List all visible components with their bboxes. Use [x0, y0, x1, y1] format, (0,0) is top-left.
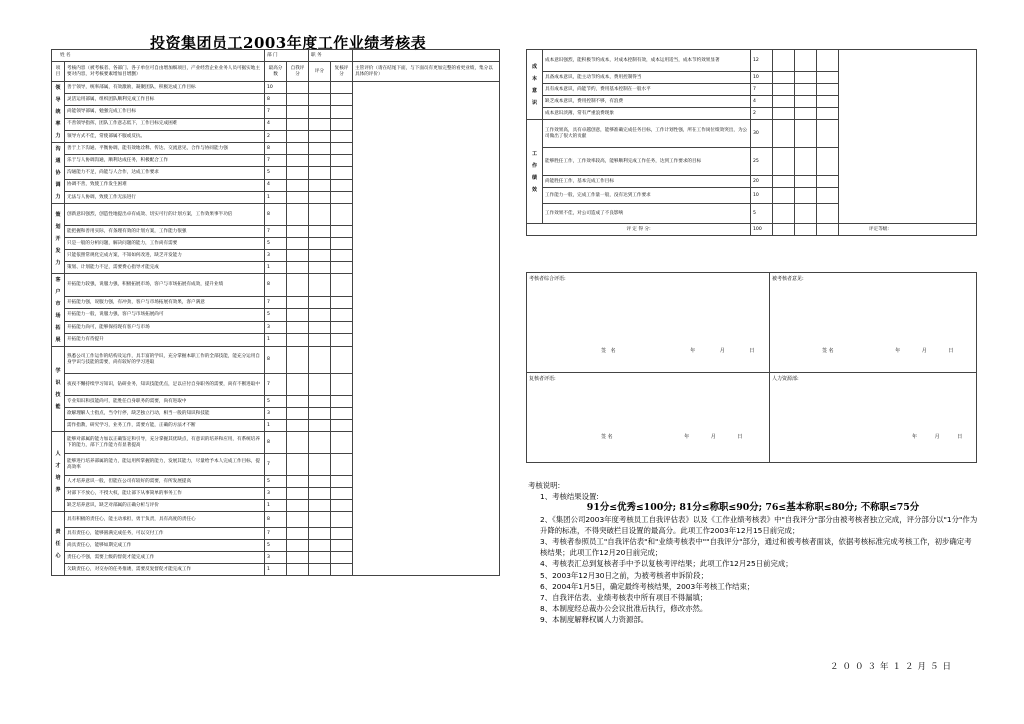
day-label: 日 — [749, 347, 755, 354]
score-input-cell[interactable] — [331, 204, 353, 226]
score-input-cell[interactable] — [309, 262, 331, 274]
score-input-cell[interactable] — [331, 528, 353, 540]
max-score: 8 — [265, 94, 287, 106]
max-score: 7 — [265, 454, 287, 476]
score-input-cell[interactable] — [309, 82, 331, 94]
criterion-text: 欠缺责任心，对交办的任务推诿，需要反复督促才能完成工作 — [65, 564, 265, 576]
score-input-cell[interactable] — [309, 191, 331, 203]
score-input-cell[interactable] — [287, 552, 309, 564]
max-score: 3 — [265, 488, 287, 500]
max-score: 7 — [265, 296, 287, 309]
criterion-text: 乐于与人协调沟通，顺利达成任务，积极配合工作 — [65, 155, 265, 167]
score-input-cell[interactable] — [331, 488, 353, 500]
score-input-cell[interactable] — [287, 432, 309, 454]
score-input-cell[interactable] — [287, 309, 309, 322]
score-input-cell[interactable] — [287, 179, 309, 191]
sections-section-label: 人 才 培 养 — [52, 432, 65, 512]
score-input-cell[interactable] — [331, 238, 353, 250]
score-input-cell[interactable] — [773, 204, 795, 224]
comment-cell[interactable] — [839, 50, 977, 224]
max-score: 5 — [265, 396, 287, 408]
month-label: 月 — [934, 433, 940, 440]
score-input-cell[interactable] — [309, 309, 331, 322]
criterion-text: 善于上下沟通、平衡协调，能有效地诠释、传达、交流意见，合作与协同能力强 — [65, 143, 265, 155]
note-item-2: 2、《集团公司2003年度考核员工自我评估表》以及《工作业绩考核表》中"自我评分"部分由被考核者独立完成，评分部分以"1分"作为升降的标准，不得突破栏目设置的最高分。此项工作2003年12月15日前完成； — [540, 514, 978, 535]
criterion-text: 尚能胜任工作，基本完成工作目标 — [543, 176, 751, 188]
post-label: 职 务 — [309, 50, 353, 62]
criterion-text: 工作效果高，具有卓越创意，能够准确完成任务目标，工作计划性强，所在工作岗位绩效突出，为公司做出了很大的贡献 — [543, 120, 751, 148]
score-input-cell[interactable] — [287, 540, 309, 552]
score-input-cell[interactable] — [331, 552, 353, 564]
max-score: 1 — [265, 262, 287, 274]
criterion-text: 灵活运用部属，组织团队顺利完成工作目标 — [65, 94, 265, 106]
table-row — [52, 82, 500, 94]
max-score: 3 — [265, 250, 287, 262]
score-input-cell[interactable] — [287, 238, 309, 250]
score-input-cell[interactable] — [795, 84, 817, 96]
criterion-text: 只是一般的分析问题，解决问题的能力，工作尚有需要 — [65, 238, 265, 250]
right_sections-section-label: 成 本 意 识 — [527, 50, 543, 120]
score-input-cell[interactable] — [331, 143, 353, 155]
score-input-cell[interactable] — [817, 50, 839, 72]
score-input-cell[interactable] — [287, 347, 309, 374]
score-input-cell[interactable] — [773, 96, 795, 108]
left-evaluation-table — [51, 49, 500, 576]
max-score: 7 — [265, 106, 287, 118]
score-input-cell[interactable] — [795, 96, 817, 108]
dept-opinion-label: 被考核者意见: — [772, 276, 804, 282]
score-input-cell[interactable] — [795, 108, 817, 120]
peer-label: 评分 — [309, 62, 331, 82]
score-input-cell[interactable] — [309, 408, 331, 420]
max-score: 4 — [751, 96, 773, 108]
max-score: 5 — [265, 309, 287, 322]
note-item-6: 6、2004年1月5日，确定最终考核结果，2003年考核工作结束； — [540, 581, 755, 591]
score-input-cell[interactable] — [287, 454, 309, 476]
score-input-cell[interactable] — [795, 148, 817, 176]
score-input-cell[interactable] — [331, 191, 353, 203]
max-score: 1 — [265, 420, 287, 432]
score-input-cell[interactable] — [331, 408, 353, 420]
max-score: 7 — [265, 226, 287, 238]
criterion-text: 策划、计划能力不足，需要费心指导才能完成 — [65, 262, 265, 274]
name-label: 姓 名 — [52, 50, 265, 62]
score-input-cell[interactable] — [287, 408, 309, 420]
criterion-text: 无法与人协调，致使工作无法进行 — [65, 191, 265, 203]
note-item-3: 3、考核者参照员工"自我评估表"和"业绩考核表中""自我评分"部分，通过和被考核者面谈，依据考核标准完成考核工作，初步确定考核结果；此项工作12月20日前完成； — [540, 537, 972, 558]
comment-cell[interactable] — [353, 82, 500, 576]
score-input-cell[interactable] — [309, 226, 331, 238]
max-label: 最高分数 — [265, 62, 287, 82]
day-label: 日 — [737, 433, 743, 440]
score-input-cell[interactable] — [331, 564, 353, 576]
day-label: 日 — [957, 433, 963, 440]
self-label: 自我评分 — [287, 62, 309, 82]
score-input-cell[interactable] — [287, 296, 309, 309]
year-label: 年 — [690, 347, 696, 354]
criterion-text: 能够胜任工作，工作效率较高，能够顺利完成工作任务，达到工作要求的目标 — [543, 148, 751, 176]
score-input-cell[interactable] — [309, 432, 331, 454]
score-input-cell[interactable] — [309, 274, 331, 297]
criterion-text: 具有成本意识，尚能节约，费用基本控制在一般水平 — [543, 84, 751, 96]
max-score: 1 — [265, 191, 287, 203]
score-input-cell[interactable] — [773, 108, 795, 120]
total-row — [527, 224, 977, 236]
score-input-cell[interactable] — [309, 512, 331, 528]
score-input-cell[interactable] — [773, 188, 795, 204]
score-input-cell[interactable] — [817, 72, 839, 84]
notes-section — [528, 480, 978, 626]
day-label: 日 — [948, 347, 954, 354]
criterion-text: 具备成本意识，能主动节约成本，费用控制得当 — [543, 72, 751, 84]
max-score: 5 — [265, 540, 287, 552]
document-date: ２００３年１２月５日 — [830, 662, 956, 672]
criterion-text: 不善领导指挥，团队工作意志低下，工作目标完成困难 — [65, 118, 265, 130]
score-input-cell[interactable] — [287, 321, 309, 334]
score-input-cell[interactable] — [309, 118, 331, 130]
reviewer-label: 考核者综合评语: — [529, 276, 566, 282]
criterion-text: 领导方式不佳，常使部属不服或反抗。 — [65, 130, 265, 142]
criterion-text: 缺乏成本意识，费用控制不够，有浪费 — [543, 96, 751, 108]
score-input-cell[interactable] — [817, 96, 839, 108]
sign-label: 签 名 — [601, 433, 613, 440]
sections-section-label: 沟 通 协 调 力 — [52, 143, 65, 204]
score-input-cell[interactable] — [331, 155, 353, 167]
score-input-cell[interactable] — [773, 84, 795, 96]
score-input-cell[interactable] — [287, 420, 309, 432]
sections-section-label: 客 户 市 场 拓 展 — [52, 274, 65, 347]
criterion-text: 能够进行培养部属的能力，能运用所掌握的能力，发展其能力，尽量给予本人完成工作目标，提高效率 — [65, 454, 265, 476]
score-input-cell[interactable] — [309, 155, 331, 167]
score-input-cell[interactable] — [309, 564, 331, 576]
review-label: 复核评分 — [331, 62, 353, 82]
criterion-text: 创新意识强烈，创造性地提出卓有成效、切实可行的计划方案，工作效果事半功倍 — [65, 204, 265, 226]
year-label: 年 — [912, 433, 918, 440]
criterion-text: 具有责任心，能够圆满完成任务，可以交付工作 — [65, 528, 265, 540]
score-input-cell[interactable] — [331, 118, 353, 130]
score-input-cell[interactable] — [309, 528, 331, 540]
score-input-cell[interactable] — [795, 120, 817, 148]
criterion-text: 具有积极的责任心，能主动承担，勇于负责，具有高度的责任心 — [65, 512, 265, 528]
criterion-text: 尚能领导部属，勉强完成工作目标 — [65, 106, 265, 118]
note-item-7: 7、自我评估表、业绩考核表中所有项目不得漏填； — [540, 593, 708, 603]
score-input-cell[interactable] — [287, 262, 309, 274]
score-input-cell[interactable] — [331, 420, 353, 432]
score-input-cell[interactable] — [287, 130, 309, 142]
score-input-cell[interactable] — [795, 50, 817, 72]
score-input-cell[interactable] — [331, 500, 353, 512]
score-input-cell[interactable] — [773, 120, 795, 148]
criterion-text: 沟通能力不足，尚能与人合作，达成工作要求 — [65, 167, 265, 179]
max-score: 4 — [265, 118, 287, 130]
criterion-text: 能够对部属的能力加以正确鉴定和引导，充分掌握其优缺点，有意识的培养和应用，有系统培养下的能力，部下工作能力有显著提高 — [65, 432, 265, 454]
criterion-text: 开拓能力尚可，能够保持现有客户与市场 — [65, 321, 265, 334]
score-input-cell[interactable] — [331, 334, 353, 347]
score-input-cell[interactable] — [287, 374, 309, 396]
max-score: 10 — [265, 82, 287, 94]
score-input-cell[interactable] — [331, 262, 353, 274]
score-input-cell[interactable] — [309, 296, 331, 309]
month-label: 月 — [710, 433, 716, 440]
score-input-cell[interactable] — [287, 191, 309, 203]
score-input-cell[interactable] — [309, 106, 331, 118]
score-input-cell[interactable] — [331, 512, 353, 528]
score-input-cell[interactable] — [331, 106, 353, 118]
sign-label: 签 名 — [601, 347, 616, 354]
year-label: 年 — [895, 347, 901, 354]
score-input-cell[interactable] — [287, 334, 309, 347]
score-input-cell[interactable] — [331, 476, 353, 488]
max-score: 7 — [265, 528, 287, 540]
score-input-cell[interactable] — [331, 250, 353, 262]
score-input-cell[interactable] — [331, 432, 353, 454]
header-name-row — [52, 50, 500, 62]
score-input-cell[interactable] — [331, 179, 353, 191]
criterion-text: 缺乏培养意识，缺乏对部属的正确分析与评价 — [65, 500, 265, 512]
score-input-cell[interactable] — [331, 274, 353, 297]
max-score: 10 — [751, 72, 773, 84]
criterion-text: 工作效果不佳，对公司造成了不良影响 — [543, 204, 751, 224]
max-score: 3 — [265, 321, 287, 334]
score-input-cell[interactable] — [817, 120, 839, 148]
score-input-cell[interactable] — [309, 347, 331, 374]
criterion-text: 成本意识强烈，能积极节约成本，对成本控制有效，成本运用适当，成本节约效果显著 — [543, 50, 751, 72]
score-input-cell[interactable] — [287, 167, 309, 179]
max-score: 2 — [265, 130, 287, 142]
max-score: 20 — [751, 176, 773, 188]
note-item-8: 8、本制度经总裁办公会议批准后执行，修改亦然。 — [540, 604, 708, 614]
criterion-text: 人才培养意识一般，但能在公司有较好的需要，有所发展提高 — [65, 476, 265, 488]
score-input-cell[interactable] — [331, 226, 353, 238]
score-input-cell[interactable] — [331, 347, 353, 374]
criterion-text: 开拓能力较强，说服力强，积极拓展市场，客户与市场拓展有成效，提升业绩 — [65, 274, 265, 297]
max-score: 8 — [265, 274, 287, 297]
score-input-cell[interactable] — [287, 274, 309, 297]
reviewer-box[interactable] — [527, 273, 770, 373]
max-score: 25 — [751, 148, 773, 176]
score-input-cell[interactable] — [331, 321, 353, 334]
score-input-cell[interactable] — [287, 476, 309, 488]
criterion-text: 能把握和善用实际，有条理有效的计划方案，工作能力很强 — [65, 226, 265, 238]
max-score: 8 — [265, 512, 287, 528]
dept-opinion-box[interactable] — [770, 273, 977, 373]
max-score: 2 — [751, 108, 773, 120]
criterion-text: 协调不善，致使工作发生困难 — [65, 179, 265, 191]
criterion-text: 开拓能力强，说服力强，有冲劲，客户与市场拓展有效果，客户满意 — [65, 296, 265, 309]
sections-section-label: 责 任 心 — [52, 512, 65, 576]
score-input-cell[interactable] — [287, 106, 309, 118]
criterion-text: 成本意识淡薄，常有严重浪费现象 — [543, 108, 751, 120]
criterion-text: 专业知识和技能尚可，能胜任自身职务的需要，尚有进取中 — [65, 396, 265, 408]
criterion-text: 熟悉公司工作运作的结构及运作，具丰富的学识，充分掌握本职工作的全部技能，能充分运用自身学识与技能的需要，尚有较好的学习进取 — [65, 347, 265, 374]
recheck-label: 复核者评语: — [529, 376, 556, 382]
dept-label: 部 门 — [265, 50, 309, 62]
criterion-text: 需作指教，研究学习，业务工作，需要方能，正确的方法才不断 — [65, 420, 265, 432]
max-score: 5 — [751, 204, 773, 224]
max-score: 7 — [265, 374, 287, 396]
signature-boxes — [526, 272, 977, 463]
score-input-cell[interactable] — [309, 476, 331, 488]
max-score: 10 — [751, 188, 773, 204]
score-input-cell[interactable] — [309, 204, 331, 226]
month-label: 月 — [719, 347, 725, 354]
score-input-cell[interactable] — [309, 552, 331, 564]
month-label: 月 — [921, 347, 927, 354]
score-input-cell[interactable] — [287, 488, 309, 500]
sections-section-label: 学 识 技 能 — [52, 347, 65, 432]
score-input-cell[interactable] — [331, 94, 353, 106]
score-input-cell[interactable] — [773, 72, 795, 84]
max-score: 1 — [265, 500, 287, 512]
max-score: 1 — [265, 564, 287, 576]
note-item-4: 4、考核表汇总到复核者手中予以复核考评结果；此项工作12月25日前完成； — [540, 559, 793, 569]
score-input-cell[interactable] — [773, 50, 795, 72]
criterion-text: 对部下不放心，不授大权，能让部下从事简单的事务工作 — [65, 488, 265, 500]
score-input-cell[interactable] — [287, 512, 309, 528]
score-input-cell[interactable] — [331, 130, 353, 142]
score-input-cell[interactable] — [287, 82, 309, 94]
score-input-cell[interactable] — [287, 250, 309, 262]
name-value-cell[interactable] — [353, 50, 500, 62]
criterion-text: 尚具责任心，能够如期完成工作 — [65, 540, 265, 552]
grade-thresholds: 91分≤优秀≤100分; 81分≤称职≤90分; 76≤基本称职≤80分; 不称职≤75分 — [586, 502, 920, 514]
score-input-cell[interactable] — [773, 148, 795, 176]
score-input-cell[interactable] — [309, 94, 331, 106]
total-peer-cell[interactable] — [795, 224, 817, 236]
max-score: 3 — [265, 552, 287, 564]
score-input-cell[interactable] — [331, 454, 353, 476]
criterion-text: 责任心不强，需要上级的督促才能完成工作 — [65, 552, 265, 564]
score-input-cell[interactable] — [287, 396, 309, 408]
max-score: 3 — [265, 408, 287, 420]
score-input-cell[interactable] — [287, 528, 309, 540]
score-input-cell[interactable] — [331, 167, 353, 179]
recheck-box[interactable] — [527, 373, 770, 463]
score-input-cell[interactable] — [309, 321, 331, 334]
total-review-cell[interactable] — [817, 224, 839, 236]
total-self-cell[interactable] — [773, 224, 795, 236]
criterion-text: 只能依照常规化完成方案，不知如何改进，缺乏开发能力 — [65, 250, 265, 262]
score-input-cell[interactable] — [287, 204, 309, 226]
score-input-cell[interactable] — [287, 500, 309, 512]
year-label: 年 — [684, 433, 690, 440]
max-score: 5 — [265, 476, 287, 488]
score-input-cell[interactable] — [309, 250, 331, 262]
table-row — [527, 50, 977, 72]
score-input-cell[interactable] — [817, 176, 839, 188]
sign-label: 签 名 — [822, 347, 834, 354]
score-input-cell[interactable] — [817, 108, 839, 120]
max-score: 30 — [751, 120, 773, 148]
score-input-cell[interactable] — [331, 296, 353, 309]
score-input-cell[interactable] — [817, 84, 839, 96]
criterion-text: 工作能力一般，完成工作量一般，没有达到工作要求 — [543, 188, 751, 204]
score-input-cell[interactable] — [331, 309, 353, 322]
header-columns-row — [52, 62, 500, 82]
max-score: 7 — [751, 84, 773, 96]
score-input-cell[interactable] — [309, 130, 331, 142]
score-input-cell[interactable] — [309, 167, 331, 179]
max-score: 12 — [751, 50, 773, 72]
criterion-text: 欲解理解人士指点，当令行停，缺乏独立行动，相当一般的知识和技能 — [65, 408, 265, 420]
score-input-cell[interactable] — [795, 188, 817, 204]
score-input-cell[interactable] — [817, 204, 839, 224]
criterion-text: 开拓能力一般，说服力强，客户与市场拓展尚可 — [65, 309, 265, 322]
right_sections-section-label: 工 作 绩 效 — [527, 120, 543, 224]
score-input-cell[interactable] — [331, 396, 353, 408]
score-input-cell[interactable] — [817, 148, 839, 176]
score-input-cell[interactable] — [795, 176, 817, 188]
sections-section-label: 策 划 开 发 力 — [52, 204, 65, 274]
hr-box[interactable] — [770, 373, 977, 463]
criterion-text: 开拓能力有待提升 — [65, 334, 265, 347]
score-input-cell[interactable] — [331, 540, 353, 552]
score-input-cell[interactable] — [309, 143, 331, 155]
max-score: 8 — [265, 204, 287, 226]
score-input-cell[interactable] — [795, 204, 817, 224]
score-input-cell[interactable] — [309, 500, 331, 512]
score-input-cell[interactable] — [309, 374, 331, 396]
comment-label: 主管评价（请在结尾下面，与下面员有更加完整的看更业绩，集分以具体的评价） — [353, 62, 500, 82]
score-input-cell[interactable] — [287, 94, 309, 106]
max-score: 8 — [265, 143, 287, 155]
score-input-cell[interactable] — [287, 155, 309, 167]
score-input-cell[interactable] — [309, 238, 331, 250]
score-input-cell[interactable] — [309, 454, 331, 476]
score-input-cell[interactable] — [309, 420, 331, 432]
score-input-cell[interactable] — [309, 396, 331, 408]
score-input-cell[interactable] — [331, 374, 353, 396]
notes-heading: 考核说明: — [528, 481, 561, 490]
score-input-cell[interactable] — [287, 143, 309, 155]
score-input-cell[interactable] — [773, 176, 795, 188]
score-input-cell[interactable] — [309, 540, 331, 552]
item-label: 项目 — [52, 62, 65, 82]
score-input-cell[interactable] — [331, 82, 353, 94]
criterion-text: 夜夜不懈持续学习知识，钻研业务，知识技能优点，足以应付自身职务的需要，尚有不断进取中 — [65, 374, 265, 396]
score-input-cell[interactable] — [287, 564, 309, 576]
right-evaluation-table — [526, 49, 977, 236]
max-score: 8 — [265, 347, 287, 374]
score-input-cell[interactable] — [795, 72, 817, 84]
max-score: 1 — [265, 334, 287, 347]
note-item-1: 1、考核结果设置: — [540, 492, 599, 502]
page-title: 投资集团员工2003年度工作业绩考核表 — [150, 34, 427, 52]
sections-section-label: 领 导 统 率 力 — [52, 82, 65, 143]
score-input-cell[interactable] — [309, 179, 331, 191]
score-input-cell[interactable] — [309, 334, 331, 347]
note-item-5: 5、2003年12月30日之前，为被考核者申诉阶段； — [540, 570, 708, 580]
score-input-cell[interactable] — [309, 488, 331, 500]
max-score: 4 — [265, 179, 287, 191]
max-score: 5 — [265, 238, 287, 250]
max-score: 8 — [265, 432, 287, 454]
score-input-cell[interactable] — [287, 226, 309, 238]
content-label: 考核内容（被考核者、各部门、各子单位可自由增加细项目，产业经营企业业务人员可据实地主要对内容，对考核要素增加目增删） — [65, 62, 265, 82]
score-input-cell[interactable] — [817, 188, 839, 204]
total-label: 评 定 得 分: — [527, 224, 751, 236]
hr-label: 人力资源部: — [772, 376, 799, 382]
score-input-cell[interactable] — [287, 118, 309, 130]
criterion-text: 善于领导，统率部属，有效激励，凝聚团队，积极达成工作目标 — [65, 82, 265, 94]
rating-label: 评定等级: — [839, 224, 977, 236]
total-max: 100 — [751, 224, 773, 236]
max-score: 5 — [265, 167, 287, 179]
note-item-9: 9、本制度解释权属人力资源部。 — [540, 615, 649, 625]
max-score: 7 — [265, 155, 287, 167]
